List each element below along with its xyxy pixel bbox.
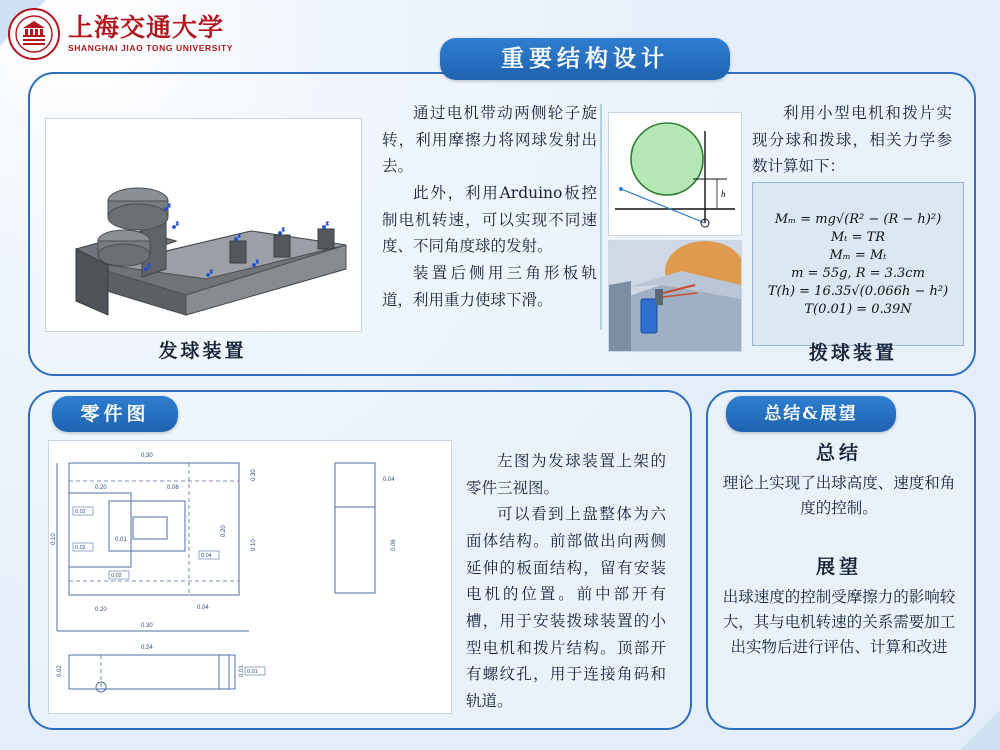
section-title-summary-outlook: 总结&展望	[726, 396, 896, 432]
outlook-block	[718, 552, 960, 659]
svg-text:0.02: 0.02	[75, 545, 86, 551]
svg-text:z: z	[256, 259, 259, 265]
outlook-heading: 展望	[815, 556, 862, 578]
top-left-description	[382, 100, 597, 313]
svg-text:0.24: 0.24	[141, 645, 153, 651]
svg-text:0.01: 0.01	[239, 665, 245, 677]
formula-5: T(h) = 16.35√(0.066h − h²)	[767, 283, 949, 299]
svg-text:z: z	[326, 221, 329, 227]
svg-text:0.30: 0.30	[141, 453, 153, 459]
photo-serving-device	[45, 118, 362, 332]
section-title-parts-drawing: 零件图	[52, 396, 178, 432]
svg-text:h: h	[721, 189, 726, 199]
svg-text:0.30: 0.30	[141, 623, 153, 629]
svg-text:0.01: 0.01	[247, 669, 258, 675]
top-right-paragraph-1: 利用小型电机和拨片实现分球和拨球，相关力学参数计算如下：	[752, 104, 952, 176]
summary-heading: 总结	[815, 442, 862, 464]
svg-text:0.30: 0.30	[251, 469, 257, 481]
parts-paragraph-1: 左图为发球装置上架的零件三视图。	[466, 452, 666, 497]
svg-text:0.20: 0.20	[95, 607, 107, 613]
formula-3: Mₘ = Mₜ	[829, 247, 887, 263]
svg-text:0.06: 0.06	[167, 485, 179, 491]
svg-text:0.02: 0.02	[57, 665, 63, 677]
top-left-paragraph-1: 通过电机带动两侧轮子旋转，利用摩擦力将网球发射出去。	[382, 104, 597, 176]
formula-4: m = 55g, R = 3.3cm	[791, 265, 925, 281]
svg-text:0.10: 0.10	[251, 539, 257, 551]
svg-text:0.02: 0.02	[111, 573, 122, 579]
svg-text:0.04: 0.04	[197, 605, 209, 611]
svg-text:0.10: 0.10	[51, 533, 57, 545]
parts-drawing-description	[466, 448, 666, 715]
university-logo	[8, 8, 233, 60]
svg-text:z: z	[282, 227, 285, 233]
svg-text:0.01: 0.01	[115, 537, 127, 543]
svg-text:z: z	[210, 269, 213, 275]
svg-text:z: z	[148, 263, 151, 269]
logo-english-name: SHANGHAI JIAO TONG UNIVERSITY	[68, 43, 234, 54]
vertical-divider	[600, 104, 602, 330]
svg-text:z: z	[238, 233, 241, 239]
formula-6: T(0.01) = 0.39N	[804, 301, 912, 317]
top-right-description	[752, 100, 952, 180]
logo-chinese-name: 上海交通大学	[68, 13, 225, 43]
svg-text:0.02: 0.02	[75, 509, 86, 515]
parts-blueprint	[48, 440, 452, 714]
svg-text:0.04: 0.04	[383, 477, 395, 483]
caption-serving-device: 发球装置	[158, 340, 247, 362]
svg-text:0.04: 0.04	[201, 553, 212, 559]
formula-2: Mₜ = TR	[830, 229, 886, 245]
formula-1: Mₘ = mg√(R² − (R − h)²)	[774, 211, 942, 227]
logo-text	[68, 15, 233, 53]
svg-text:0.20: 0.20	[95, 485, 107, 491]
university-seal-icon	[8, 8, 60, 60]
svg-text:z: z	[168, 203, 171, 209]
photo-ball-picker-device	[608, 240, 742, 352]
formula-box	[752, 182, 964, 346]
svg-text:0.06: 0.06	[391, 539, 397, 551]
diagram-ball-geometry	[608, 112, 742, 236]
svg-text:z: z	[176, 221, 179, 227]
summary-body: 理论上实现了出球高度、速度和角度的控制。	[722, 474, 956, 517]
top-left-paragraph-2: 此外，利用Arduino板控制电机转速，可以实现不同速度、不同角度球的发射。	[382, 183, 597, 256]
top-left-paragraph-3: 装置后侧用三角形板轨道，利用重力使球下滑。	[382, 263, 597, 309]
summary-block	[718, 438, 960, 521]
caption-ball-picker-device: 拨球装置	[808, 342, 897, 364]
section-title-top: 重要结构设计	[440, 38, 730, 80]
outlook-body: 出球速度的控制受摩擦力的影响较大，其与电机转速的关系需要加工出实物后进行评估、计算和改进	[722, 588, 956, 656]
parts-paragraph-2: 可以看到上盘整体为六面体结构。前部做出向两侧延伸的板面结构，留有安装电机的位置。前中部开有槽，用于安装拨球装置的小型电机和拨片结构。顶部开有螺纹孔，用于连接角码和轨道。	[466, 505, 666, 710]
svg-text:0.20: 0.20	[221, 525, 227, 537]
